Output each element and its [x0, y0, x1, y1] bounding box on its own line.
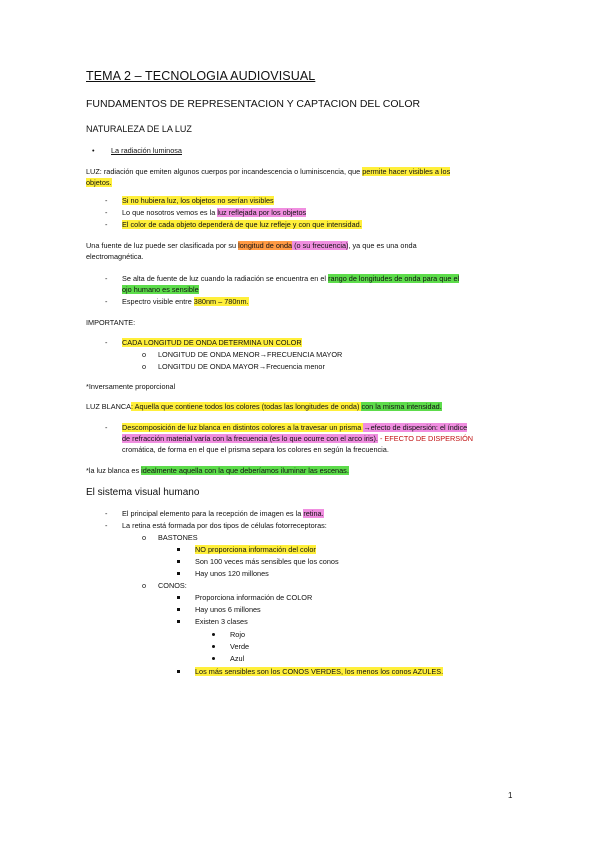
highlight-run: permite hacer visibles a los: [362, 167, 451, 176]
highlight-run: : Aquella que contiene todos los colores (todas las longitudes de onda): [131, 402, 362, 411]
dash-mark: -: [105, 423, 108, 432]
dash-mark: -: [105, 338, 108, 347]
highlight-run: ojo humano es sensible: [122, 285, 199, 294]
circle-mark: o: [142, 533, 147, 542]
paragraph-luz: [86, 167, 450, 177]
list-item-cont: [122, 285, 199, 295]
text-run: Espectro visible entre: [122, 297, 194, 306]
round-bullet: [212, 633, 215, 636]
sub-list-item: LONGITUD DE ONDA MENOR→FRECUENCIA MAYOR: [158, 350, 343, 359]
text-run: *la luz blanca es: [86, 466, 142, 475]
sub-sub-item: Hay unos 120 millones: [195, 569, 269, 578]
list-item: [122, 297, 249, 307]
dash-mark: -: [105, 274, 108, 283]
paragraph-luz-blanca: [86, 402, 442, 412]
highlight-run: Los más sensibles son los CONOS VERDES, los menos los conos AZULES.: [195, 667, 444, 676]
list-item: La retina está formada por dos tipos de células fotorreceptoras:: [122, 521, 327, 530]
color-class-item: Rojo: [230, 630, 246, 639]
page-number: 1: [508, 791, 513, 800]
sub-list-item-bastones: BASTONES: [158, 533, 198, 542]
highlight-run: rango de longitudes de onda para que el: [328, 274, 460, 283]
dash-mark: -: [105, 297, 108, 306]
sub-list-item: LONGITDU DE ONDA MAYOR→Frecuencia menor: [158, 362, 325, 371]
square-bullet: [177, 572, 180, 575]
highlight-run: NO proporciona información del color: [195, 545, 316, 554]
highlight-run: 380nm – 780nm.: [193, 297, 249, 306]
text-run: Una fuente de luz puede ser clasificada por su: [86, 241, 239, 250]
highlight-run: (o su frecuencia): [292, 241, 349, 250]
list-item: [122, 338, 302, 348]
sub-sub-item: [195, 667, 443, 677]
paragraph-fuente: [86, 241, 417, 251]
round-bullet: [212, 657, 215, 660]
importante-label: IMPORTANTE:: [86, 318, 136, 327]
dash-mark: -: [105, 208, 108, 217]
circle-mark: o: [142, 350, 147, 359]
text-run: - EFECTO DE DISPERSIÓN: [377, 434, 474, 443]
highlight-run: →efecto de dispersión: el índice: [363, 423, 468, 432]
page-title: TEMA 2 – TECNOLOGIA AUDIOVISUAL: [86, 69, 316, 83]
highlight-run: retina.: [303, 509, 324, 518]
section-heading-visual: El sistema visual humano: [86, 487, 200, 498]
list-item: [122, 509, 324, 519]
dash-mark: -: [105, 521, 108, 530]
circle-mark: o: [142, 362, 147, 371]
text-run: LUZ BLANCA: [86, 402, 132, 411]
list-item: [122, 208, 306, 218]
text-run: LUZ: radiación que emiten algunos cuerpos por incandescencia o luminiscencia, que: [86, 167, 363, 176]
circle-mark: o: [142, 581, 147, 590]
list-item: [122, 423, 467, 433]
text-run: Lo que nosotros vemos es la: [122, 208, 218, 217]
sub-sub-item: Proporciona información de COLOR: [195, 593, 313, 602]
sub-sub-item: Existen 3 clases: [195, 617, 248, 626]
square-bullet: [177, 560, 180, 563]
highlight-run: luz reflejada por los objetos: [217, 208, 307, 217]
square-bullet: [177, 620, 180, 623]
text-run: El principal elemento para la recepción de imagen es la: [122, 509, 304, 518]
highlight-run: Si no hubiera luz, los objetos no serían visibles: [122, 196, 274, 205]
text-run: Se alta de fuente de luz cuando la radiación se encuentra en el: [122, 274, 329, 283]
note-inversamente: *Inversamente proporcional: [86, 382, 176, 391]
highlight-run: idealmente aquella con la que deberíamos iluminar las escenas.: [141, 466, 349, 475]
highlight-run: El color de cada objeto dependerá de que luz refleje y con que intensidad.: [122, 220, 362, 229]
paragraph-note: [86, 466, 349, 476]
square-bullet: [177, 670, 180, 673]
dash-mark: -: [105, 220, 108, 229]
list-item: [122, 274, 459, 284]
paragraph-luz-cont: [86, 178, 112, 188]
dash-mark: -: [105, 509, 108, 518]
highlight-run: CADA LONGITUD DE ONDA DETERMINA UN COLOR: [122, 338, 302, 347]
square-bullet: [177, 596, 180, 599]
highlight-run: Descomposición de luz blanca en distintos colores a la travesar un prisma: [122, 423, 364, 432]
sub-sub-item: Son 100 veces más sensibles que los conos: [195, 557, 339, 566]
page-subtitle: FUNDAMENTOS DE REPRESENTACION Y CAPTACION DEL COLOR: [86, 98, 421, 110]
highlight-run: con la misma intensidad.: [361, 402, 442, 411]
square-bullet: [177, 608, 180, 611]
text-run: , ya que es una onda: [348, 241, 417, 250]
sub-sub-item: Hay unos 6 millones: [195, 605, 261, 614]
paragraph-fuente-cont: electromagnética.: [86, 252, 144, 261]
section-heading-naturaleza: NATURALEZA DE LA LUZ: [86, 124, 192, 134]
list-item: [122, 196, 274, 206]
sub-sub-item: [195, 545, 316, 555]
highlight-run: longitud de onda: [238, 241, 293, 250]
color-class-item: Azul: [230, 654, 245, 663]
list-item-cont: cromática, de forma en el que el prisma separa los colores en según la frecuencia.: [122, 445, 389, 454]
bullet-mark: •: [92, 146, 95, 155]
color-class-item: Verde: [230, 642, 250, 651]
list-item-cont: [122, 434, 473, 444]
sub-list-item-conos: CONOS:: [158, 581, 187, 590]
round-bullet: [212, 645, 215, 648]
square-bullet: [177, 548, 180, 551]
highlight-run: de refracción material varía con la frecuencia (es lo que ocurre con el arco iris).: [122, 434, 378, 443]
highlight-run: objetos.: [86, 178, 112, 187]
bullet-radiacion: La radiación luminosa: [111, 146, 182, 155]
dash-mark: -: [105, 196, 108, 205]
list-item: [122, 220, 362, 230]
